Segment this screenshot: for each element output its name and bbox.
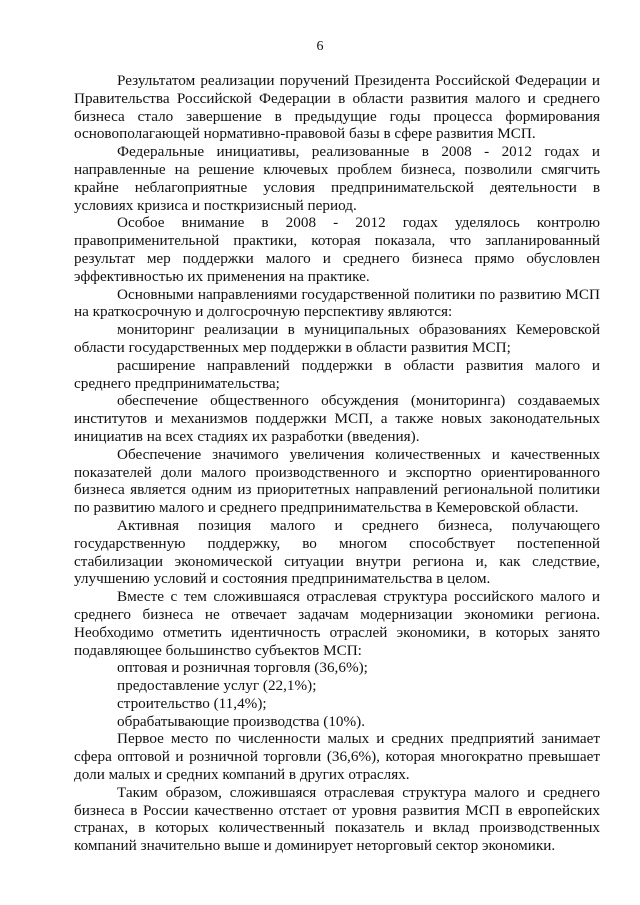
list-item: оптовая и розничная торговля (36,6%);: [117, 659, 368, 677]
paragraph: Первое место по численности малых и средних предприятий занимает сфера оптовой и розничной торговли (36,6%), которая многократно превышает доли малых и средних компаний в других отраслях.: [74, 730, 600, 784]
paragraph: Результатом реализации поручений Президента Российской Федерации и Правительства Российской Федерации в области развития малого и среднего бизнеса стало завершение в предыдущие годы процесса формирования основополагающей нормативно-правовой базы в сфере развития МСП.: [74, 72, 600, 143]
paragraph: Основными направлениями государственной политики по развитию МСП на краткосрочную и долгосрочную перспективу являются:: [74, 285, 600, 321]
list-item: обрабатывающие производства (10%).: [117, 712, 366, 730]
document-body: [74, 72, 600, 855]
list-item: расширение направлений поддержки в области развития малого и среднего предпринимательства;: [74, 356, 600, 392]
list-item: обеспечение общественного обсуждения (мониторинга) создаваемых институтов и механизмов поддержки МСП, а также новых законодательных инициатив на всех стадиях их разработки (введения).: [74, 392, 600, 445]
paragraph: Таким образом, сложившаяся отраслевая структура малого и среднего бизнеса в России качественно отстает от уровня развития МСП в европейских странах, в которых количественный показатель и вклад производственных компаний значительно выше и доминирует неторговый сектор экономики.: [74, 783, 600, 855]
list-item: мониторинг реализации в муниципальных образованиях Кемеровской области государственных мер поддержки в области развития МСП;: [74, 321, 600, 356]
list-item: строительство (11,4%);: [117, 694, 267, 712]
paragraph: Обеспечение значимого увеличения количественных и качественных показателей доли малого производственного и экспортно ориентированного бизнеса является одним из приоритетных направлений региональной политики по развитию малого и среднего предпринимательства в Кемеровской области.: [74, 445, 600, 517]
paragraph: Активная позиция малого и среднего бизнеса, получающего государственную поддержку, во многом способствует постепенной стабилизации экономической ситуации внутри региона и, как следствие, улучшению условий и состояния предпринимательства в целом.: [74, 516, 600, 588]
list-item: предоставление услуг (22,1%);: [117, 677, 317, 695]
paragraph: Вместе с тем сложившаяся отраслевая структура российского малого и среднего бизнеса не отвечает задачам модернизации экономики региона. Необходимо отметить идентичность отраслей экономики, в которых занято подавляющее большинство субъектов МСП:: [74, 588, 600, 659]
paragraph: Федеральные инициативы, реализованные в 2008 - 2012 годах и направленные на решение ключевых проблем бизнеса, позволили смягчить крайне неблагоприятные условия предпринимательской деятельности в условиях кризиса и посткризисный период.: [74, 143, 600, 214]
paragraph: Особое внимание в 2008 - 2012 годах уделялось контролю правоприменительной практики, которая показала, что запланированный результат мер поддержки малого и среднего бизнеса прямо обусловлен эффективностью их применения на практике.: [74, 214, 600, 285]
page-number: 6: [316, 39, 324, 54]
